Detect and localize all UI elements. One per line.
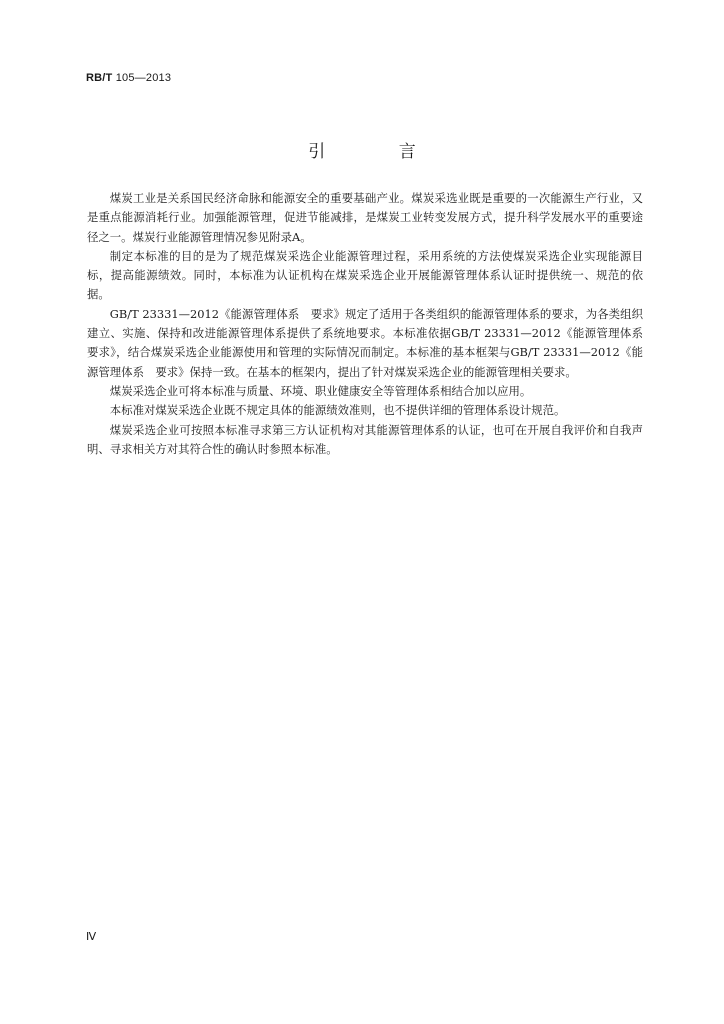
paragraph: 煤炭工业是关系国民经济命脉和能源安全的重要基础产业。煤炭采选业既是重要的一次能源生产行业，又是重点能源消耗行业。加强能源管理，促进节能减排，是煤炭工业转变发展方式，提升科学发展水平的重要途径之一。煤炭行业能源管理情况参见附录A。	[87, 191, 643, 244]
paragraph: GB/T 23331—2012《能源管理体系 要求》规定了适用于各类组织的能源管理体系的要求，为各类组织建立、实施、保持和改进能源管理体系提供了系统地要求。本标准依据GB/T 23331—2012《能源管理体系 要求》，结合煤炭采选企业能源使用和管理的实际情况而制定。本标准的基本框架与GB/T 23331—2012《能源管理体系 要求》保持一致。在基本的框架内，提出了针对煤炭采选企业的能源管理相关要求。	[87, 306, 655, 379]
paragraph: 煤炭采选企业可按照本标准寻求第三方认证机构对其能源管理体系的认证，也可在开展自我评价和自我声明、寻求相关方对其符合性的确认时参照本标准。	[87, 422, 643, 456]
standard-number: 105—2013	[115, 72, 172, 84]
paragraph: 制定本标准的目的是为了规范煤炭采选企业能源管理过程，采用系统的方法使煤炭采选企业实现能源目标，提高能源绩效。同时，本标准为认证机构在煤炭采选企业开展能源管理体系认证时提供统一、规范的依据。	[87, 248, 643, 302]
standard-prefix: RB/T	[86, 72, 113, 84]
body-text	[87, 189, 655, 459]
page-number: Ⅳ	[86, 931, 97, 943]
paragraph: 本标准对煤炭采选企业既不规定具体的能源绩效准则，也不提供详细的管理体系设计规范。	[109, 403, 566, 418]
paragraph: 煤炭采选企业可将本标准与质量、环境、职业健康安全等管理体系相结合加以应用。	[109, 383, 532, 398]
section-title: 引 言	[308, 142, 450, 162]
standard-code-header	[86, 72, 171, 84]
